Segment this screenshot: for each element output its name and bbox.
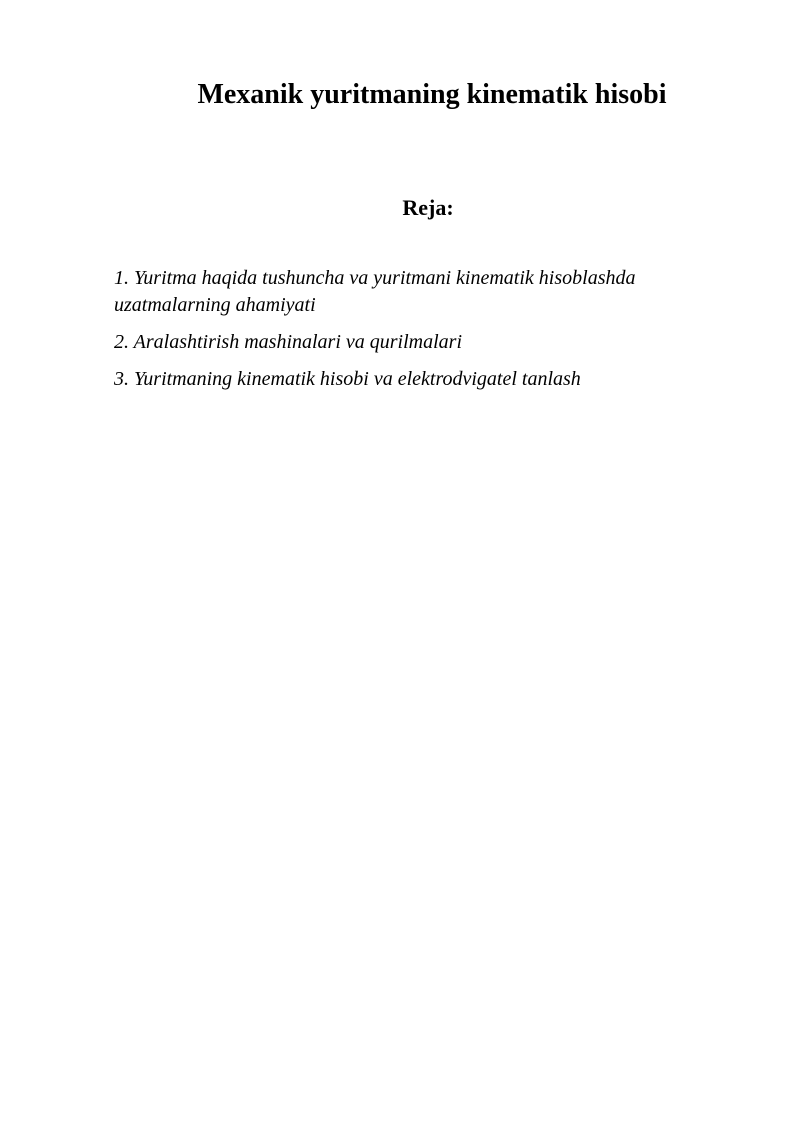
- plan-list: [114, 265, 714, 403]
- document-title: Mexanik yuritmaning kinematik hisobi: [197, 79, 667, 110]
- plan-heading: Reja:: [402, 195, 454, 220]
- plan-item: 2. Aralashtirish mashinalari va qurilmalari: [114, 331, 463, 353]
- plan-item: 3. Yuritmaning kinematik hisobi va elektrodvigatel tanlash: [114, 368, 581, 390]
- plan-item: 1. Yuritma haqida tushuncha va yuritmani kinematik hisoblashda uzatmalarning ahamiyati: [114, 267, 636, 316]
